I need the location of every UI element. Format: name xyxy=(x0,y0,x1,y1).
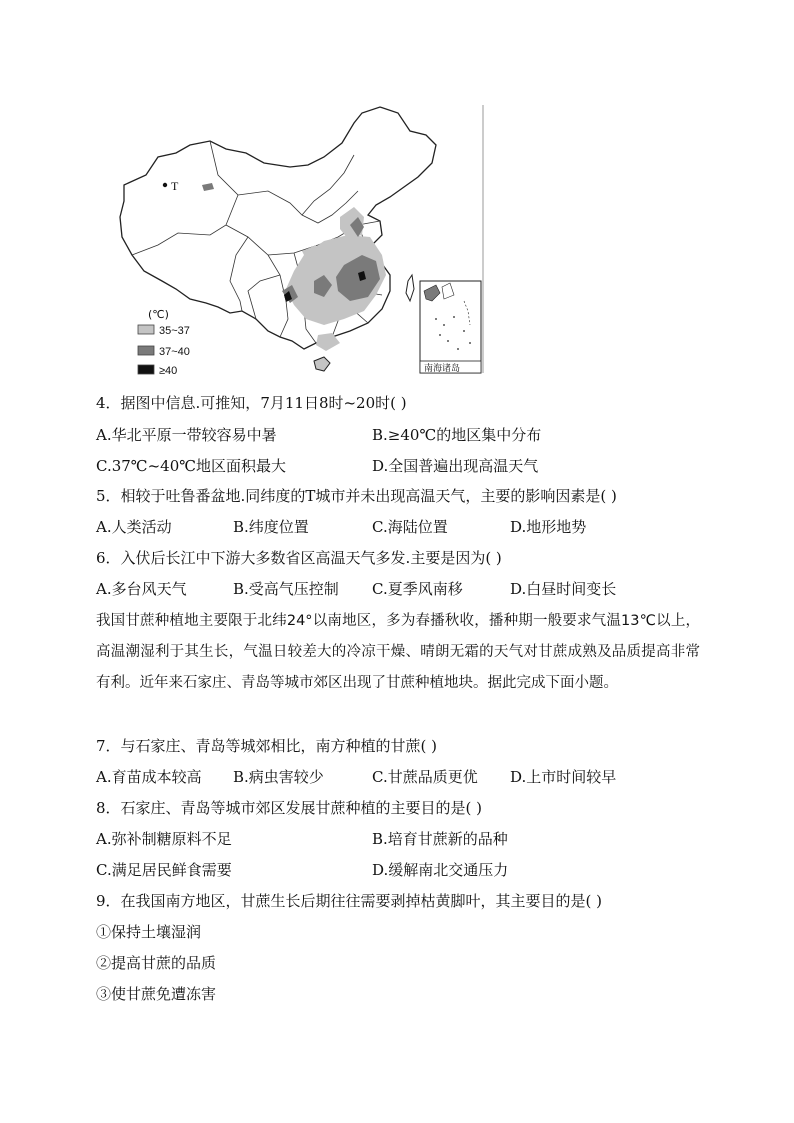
legend-label-2: 37~40 xyxy=(159,346,190,358)
city-t-label: T xyxy=(171,179,179,193)
taiwan-island xyxy=(406,275,414,301)
q6-option-a[interactable]: A.多台风天气 xyxy=(96,580,187,598)
legend-swatch-1 xyxy=(138,325,154,334)
question-6-stem: 6．入伏后长江中下游大多数省区高温天气多发.主要是因为( ) xyxy=(96,549,502,567)
map-legend xyxy=(138,308,190,375)
legend-label-3: ≥40 xyxy=(159,365,178,375)
south-china-sea-inset xyxy=(420,281,481,374)
legend-unit: (℃) xyxy=(148,308,169,321)
china-temperature-map xyxy=(118,105,485,375)
city-t-dot xyxy=(163,183,167,187)
legend-label-1: 35~37 xyxy=(159,325,190,337)
legend-swatch-2 xyxy=(138,346,154,355)
q9-statement-1: ①保持土壤湿润 xyxy=(96,923,202,941)
q8-option-d[interactable]: D.缓解南北交通压力 xyxy=(372,861,509,879)
q8-option-a[interactable]: A.弥补制糖原料不足 xyxy=(96,830,232,848)
hainan-island xyxy=(314,357,330,371)
q9-statement-2: ②提高甘蔗的品质 xyxy=(96,954,217,972)
q6-option-c[interactable]: C.夏季风南移 xyxy=(372,580,463,598)
q4-option-d[interactable]: D.全国普遍出现高温天气 xyxy=(372,457,539,475)
q6-option-d[interactable]: D.白昼时间变长 xyxy=(510,580,617,598)
inset-label: 南海诸岛 xyxy=(424,364,461,374)
q4-option-b[interactable]: B.≥40℃的地区集中分布 xyxy=(372,426,542,444)
q7-option-d[interactable]: D.上市时间较早 xyxy=(510,768,617,786)
reading-passage: 我国甘蔗种植地主要限于北纬24°以南地区，多为春播秋收，播种期一般要求气温13℃以上，高温潮湿利于其生长，气温日较差大的冷凉干燥、晴朗无霜的天气对甘蔗成熟及品质提高非常有利。近年来石家庄、青岛等城市郊区出现了甘蔗种植地块。据此完成下面小题。 xyxy=(96,613,700,691)
q8-option-b[interactable]: B.培育甘蔗新的品种 xyxy=(372,830,508,848)
q7-option-a[interactable]: A.育苗成本较高 xyxy=(96,768,202,786)
q5-option-d[interactable]: D.地形地势 xyxy=(510,518,587,536)
q5-option-b[interactable]: B.纬度位置 xyxy=(233,518,309,536)
q8-option-c[interactable]: C.满足居民鲜食需要 xyxy=(96,861,232,879)
question-9-stem: 9．在我国南方地区，甘蔗生长后期往往需要剥掉枯黄脚叶，其主要目的是( ) xyxy=(96,892,603,910)
question-4-stem: 4．据图中信息.可推知，7月11日8时~20时( ) xyxy=(96,394,407,412)
q7-option-b[interactable]: B.病虫害较少 xyxy=(233,768,324,786)
q9-statement-3: ③使甘蔗免遭冻害 xyxy=(96,985,217,1003)
q4-option-c[interactable]: C.37℃~40℃地区面积最大 xyxy=(96,457,287,475)
q6-option-b[interactable]: B.受高气压控制 xyxy=(233,580,339,598)
question-5-stem: 5．相较于吐鲁番盆地.同纬度的T城市并未出现高温天气，主要的影响因素是( ) xyxy=(96,487,617,505)
q7-option-c[interactable]: C.甘蔗品质更优 xyxy=(372,768,478,786)
q5-option-a[interactable]: A.人类活动 xyxy=(96,518,172,536)
question-8-stem: 8．石家庄、青岛等城市郊区发展甘蔗种植的主要目的是( ) xyxy=(96,799,483,817)
q4-option-a[interactable]: A.华北平原一带较容易中暑 xyxy=(96,426,277,444)
legend-swatch-3 xyxy=(138,365,154,374)
q5-option-c[interactable]: C.海陆位置 xyxy=(372,518,448,536)
question-7-stem: 7．与石家庄、青岛等城郊相比，南方种植的甘蔗( ) xyxy=(96,737,438,755)
